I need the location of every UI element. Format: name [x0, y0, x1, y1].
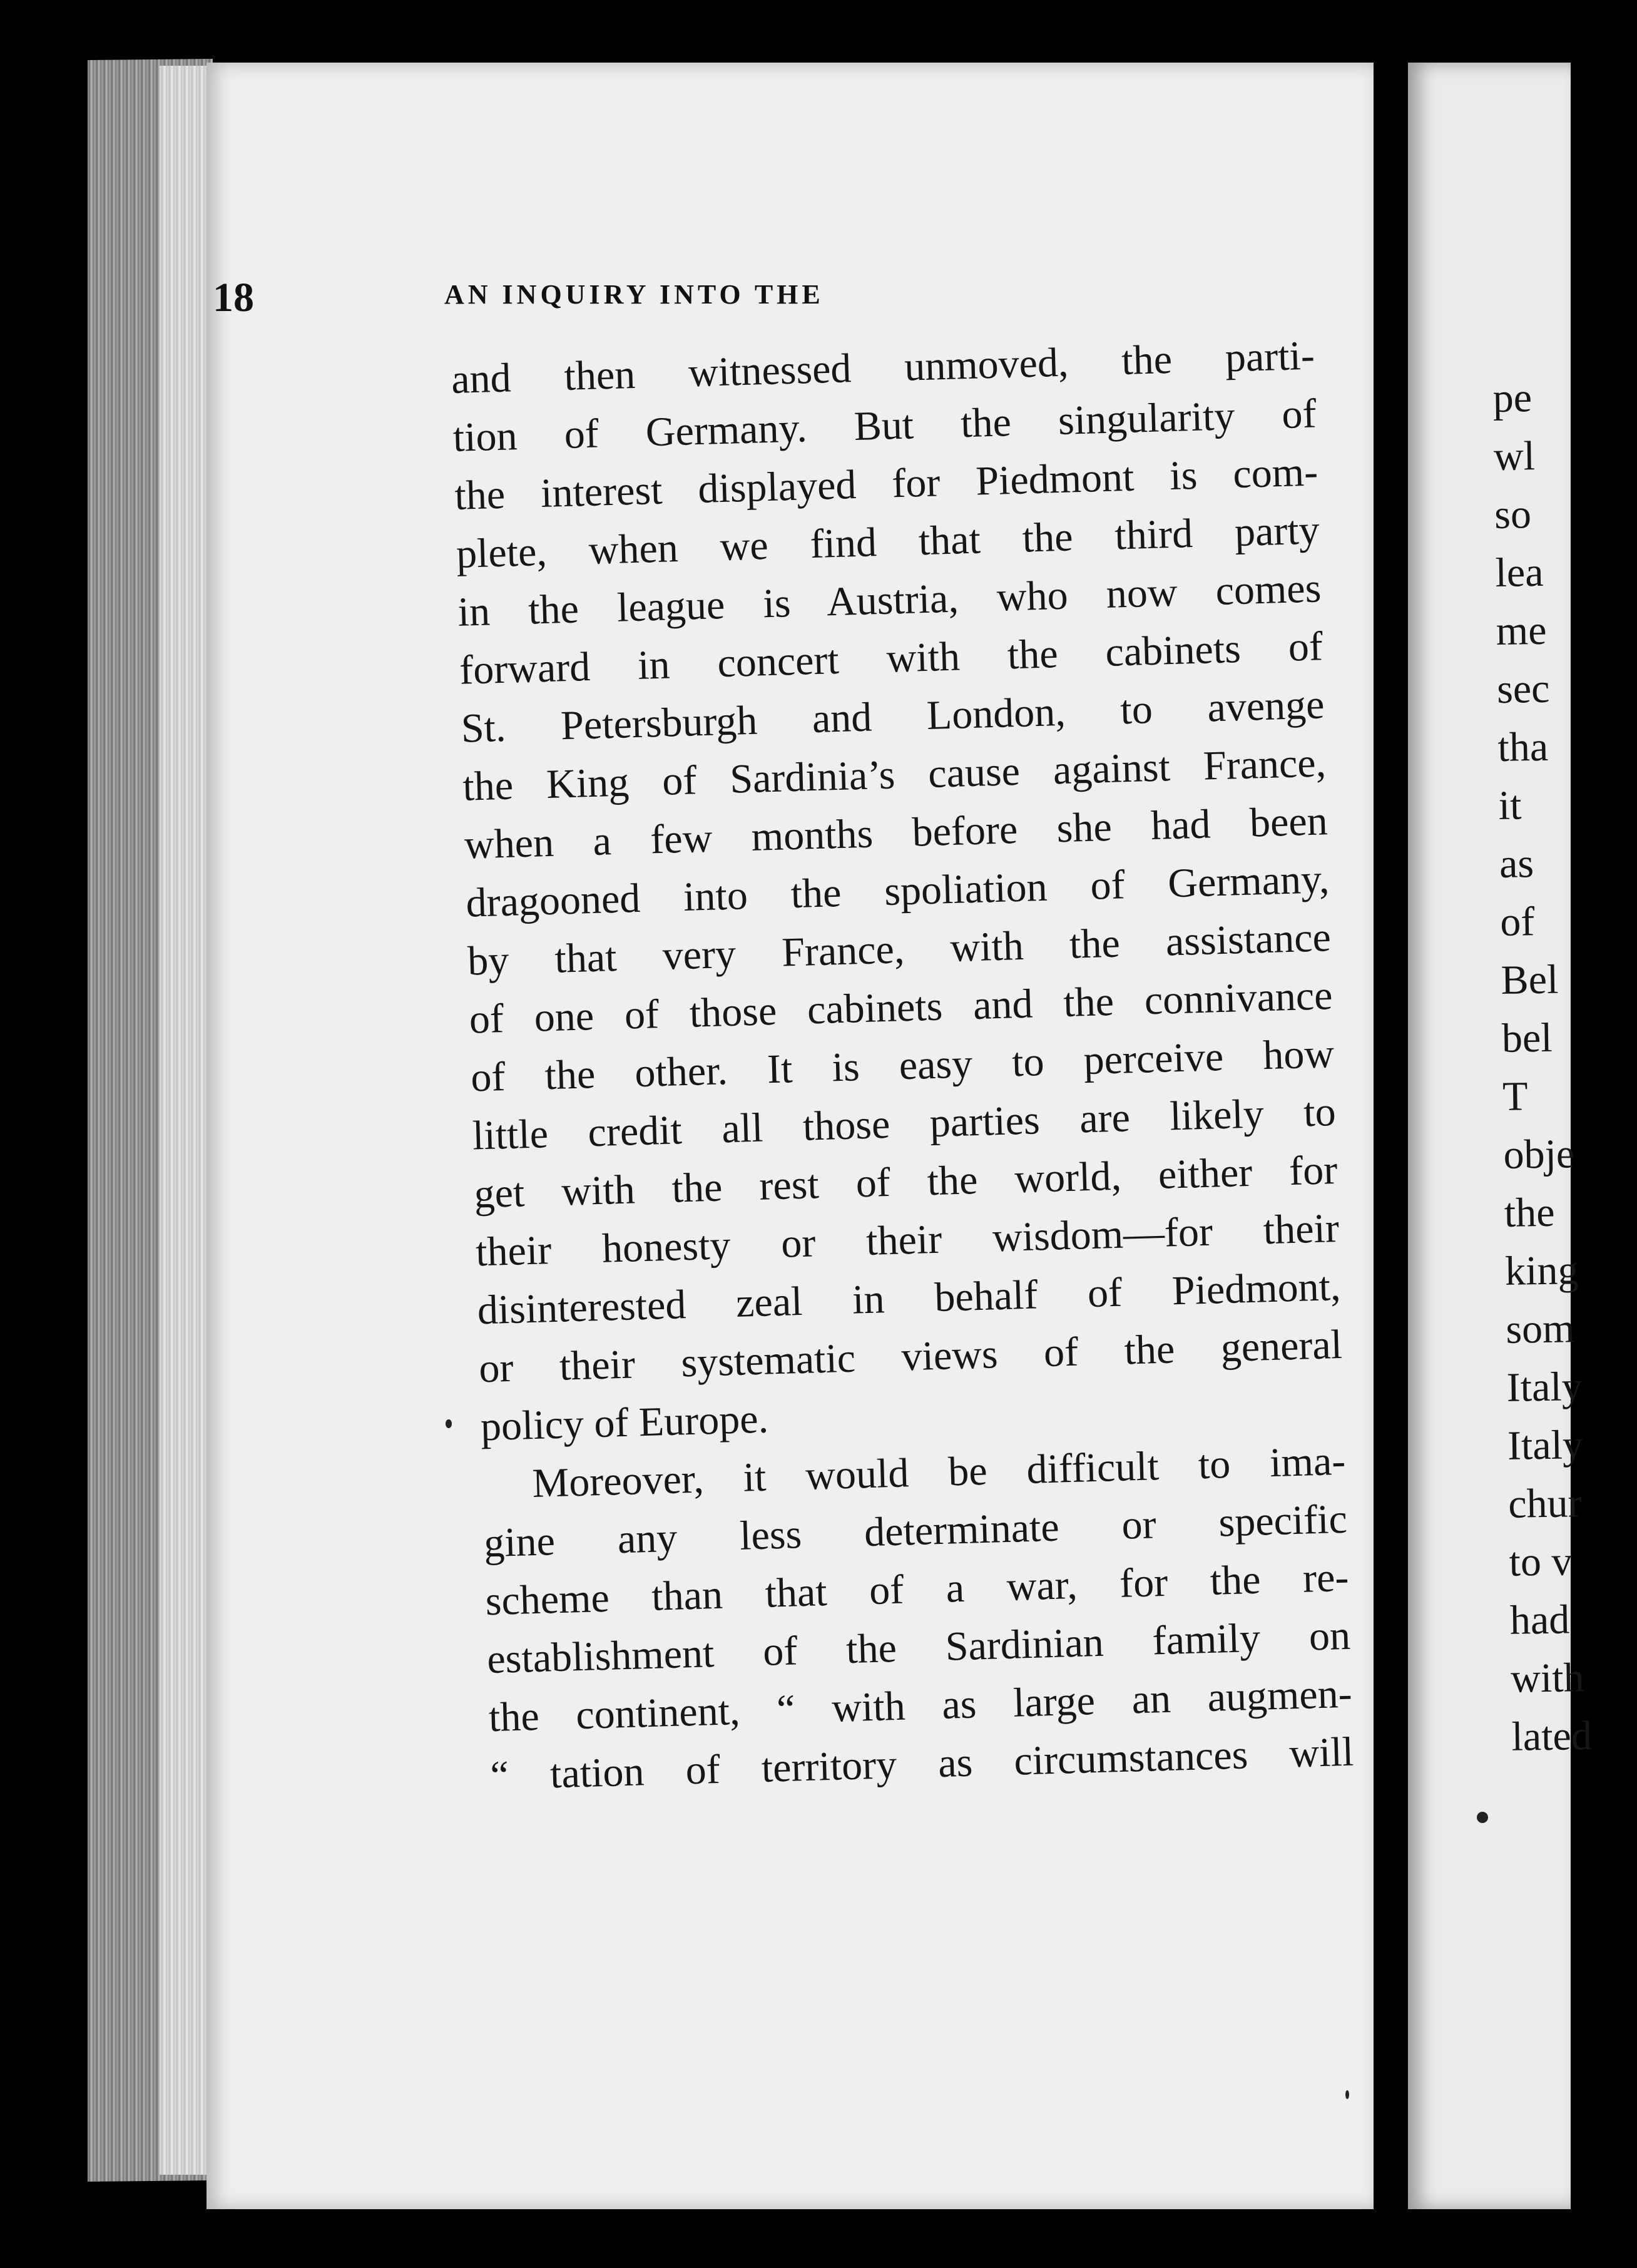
fragment-line: Italy — [1507, 1422, 1584, 1469]
text-line: their honesty or their wisdom—for their — [475, 1205, 1340, 1275]
text-line: plete, when we find that the third party — [456, 507, 1320, 577]
fragment-line: chur — [1507, 1480, 1583, 1527]
fragment-line: pe — [1492, 375, 1532, 421]
ink-speck — [1477, 1812, 1488, 1823]
page-number: 18 — [213, 275, 254, 320]
ink-speck — [446, 1419, 452, 1428]
fragment-line: to v — [1509, 1538, 1573, 1585]
fragment-line: Bel — [1501, 956, 1559, 1003]
fragment-line: with — [1510, 1655, 1585, 1702]
fragment-line: lated — [1511, 1712, 1593, 1760]
text-line: scheme than that of a war, for the re- — [484, 1554, 1350, 1625]
text-line: policy of Europe. — [480, 1396, 769, 1450]
text-line: St. Petersburgh and London, to avenge — [460, 682, 1325, 752]
text-line: little credit all those parties are likely to — [472, 1088, 1337, 1159]
fragment-line: of — [1499, 899, 1535, 945]
fragment-line: obje — [1503, 1131, 1575, 1178]
fragment-line: lea — [1495, 549, 1544, 596]
fragment-line: T — [1502, 1073, 1529, 1120]
text-line: the King of Sardinia’s cause against France, — [462, 740, 1327, 810]
fragment-line: me — [1496, 607, 1547, 654]
ink-speck — [1345, 2090, 1349, 2099]
text-line: or their systematic views of the general — [478, 1321, 1343, 1392]
text-line: forward in concert with the cabinets of — [459, 623, 1323, 693]
fragment-line: so — [1494, 491, 1532, 538]
fragment-line: wl — [1493, 433, 1536, 479]
book-gutter — [1374, 0, 1408, 2268]
fragment-line: as — [1499, 840, 1534, 887]
fragment-line: Italy — [1506, 1364, 1583, 1411]
text-line: and then witnessed unmoved, the parti- — [451, 332, 1315, 402]
fragment-line: had — [1509, 1596, 1570, 1643]
text-line: dragooned into the spoliation of Germany, — [465, 856, 1330, 926]
running-head: AN INQUIRY INTO THE — [444, 279, 824, 310]
text-line: the continent, “ with as large an augmen- — [488, 1670, 1353, 1741]
text-line: the interest displayed for Piedmont is com- — [454, 449, 1318, 519]
fragment-line: bel — [1501, 1014, 1553, 1061]
fragment-line: tha — [1497, 723, 1549, 770]
text-line: of one of those cabinets and the connivance — [468, 973, 1334, 1043]
fragment-line: it — [1498, 782, 1522, 829]
text-line: of the other. It is easy to perceive how — [470, 1031, 1335, 1101]
fragment-line: king — [1504, 1247, 1579, 1294]
fragment-line: sec — [1496, 665, 1550, 712]
text-line: get with the rest of the world, either for — [473, 1147, 1339, 1217]
text-line: when a few months before she had been — [464, 798, 1328, 868]
text-line: gine any less determinate or specific — [483, 1496, 1348, 1566]
text-line: in the league is Austria, who now comes — [457, 565, 1322, 635]
text-line: “ tation of territory as circumstances will — [489, 1729, 1355, 1799]
page-body-text — [451, 326, 1354, 1805]
text-line: establishment of the Sardinian family on — [486, 1612, 1351, 1683]
text-line: tion of Germany. But the singularity of — [452, 391, 1317, 461]
facing-page-text-fragments — [1492, 367, 1637, 1766]
text-line: Moreover, it would be difficult to ima- — [531, 1438, 1347, 1507]
text-line: by that very France, with the assistance — [467, 914, 1332, 984]
text-line: disinterested zeal in behalf of Piedmont, — [476, 1263, 1342, 1334]
fragment-line: som — [1505, 1305, 1575, 1352]
fragment-line: the — [1504, 1189, 1555, 1236]
